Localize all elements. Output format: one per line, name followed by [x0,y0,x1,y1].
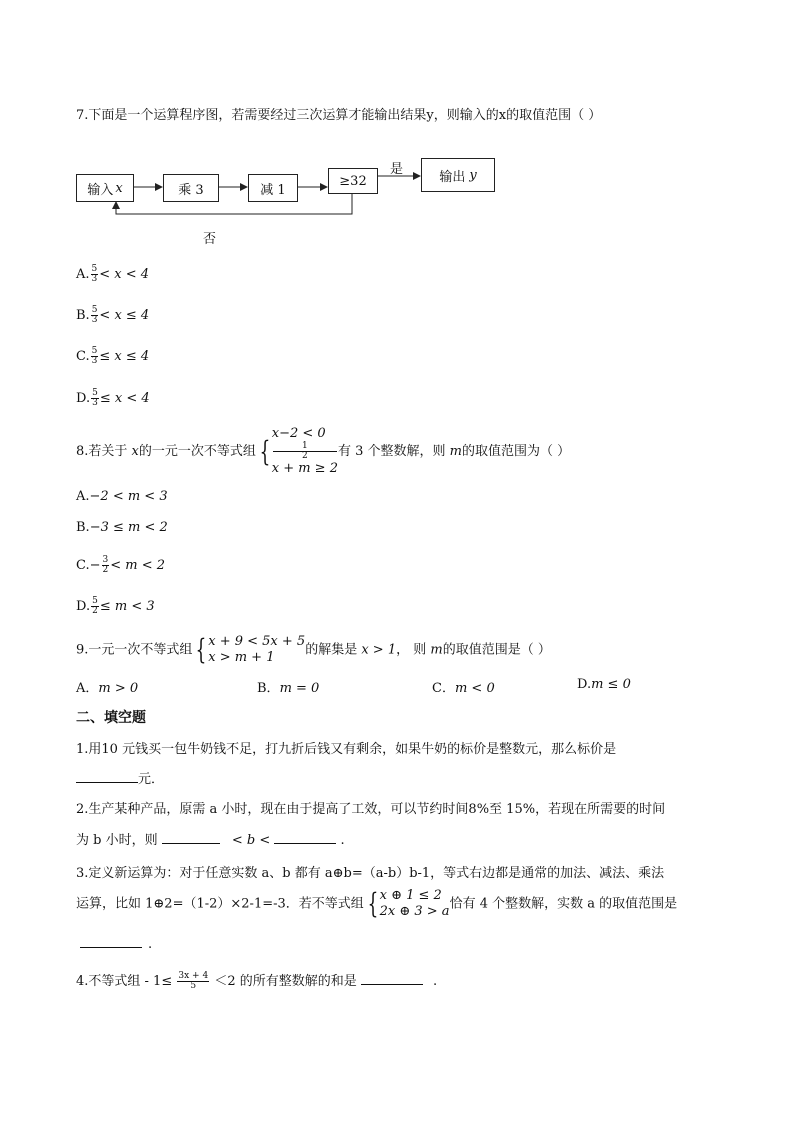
q9-option-c: C．m < 0 [432,681,495,696]
flow-output-label: 输出 [439,169,466,185]
f3-line1: 3.定义新运算为：对于任意实数 a、b 都有 a⊕b=（a-b）b-1，等式右边都是通常的加法、减法、乘法 [76,866,665,881]
section-title: 二、填空题 [76,710,146,726]
q9-stem: 9.一元一次不等式组 { x + 9 < 5x + 5 x > m + 1 的解集是 x > 1， 则 m的取值范围是（ ） [76,633,551,666]
fraction: $\frac{5}{3}$ [91,264,98,284]
inequality-system: x + 9 < 5x + 5 x > m + 1 [208,634,306,665]
f3-line2: 运算，比如 1⊕2=（1-2）×2-1=-3．若不等式组 { x ⊕ 1 ≤ 2 2x ⊕ 3 > a 恰有 4 个整数解，实数 a 的取值范围是 [76,887,678,920]
fraction: $\frac{5}{3}$ [91,305,98,325]
inequality-system: x−2 < 0 1 2 x + m ≥ 2 [271,426,338,476]
q8-option-a: A.−2 < m < 3 [76,489,168,504]
flow-input-var: x [115,180,123,196]
q8-option-d: D. $\frac{5}{2}$ ≤ m < 3 [76,596,155,616]
q7-option-b: B. $\frac{5}{3}$ < x ≤ 4 [76,305,150,325]
q8-option-b: B.−3 ≤ m < 2 [76,520,168,535]
flow-arrows [0,0,794,260]
answer-blank[interactable] [162,831,220,844]
arrow-loop-back [116,193,352,214]
answer-blank[interactable] [80,935,142,948]
answer-blank[interactable] [76,770,138,783]
flow-input-label: 输入 [87,182,114,198]
f1-line2: 元． [76,768,164,787]
flow-minus-label: 减 1 [260,182,286,198]
f2-line2: 为 b 小时，则 < b < . [76,833,345,848]
answer-blank[interactable] [361,972,423,985]
flow-yes-label: 是 [390,162,404,177]
flow-no-label: 否 [203,232,217,247]
q7-option-d: D. $\frac{5}{3}$ ≤ x < 4 [76,388,150,408]
q9-option-a: A．m > 0 [76,681,139,696]
q7-option-c: C. $\frac{5}{3}$ ≤ x ≤ 4 [76,346,150,366]
brace: { [259,434,271,468]
brace: { [367,887,379,920]
inequality-system: x ⊕ 1 ≤ 2 2x ⊕ 3 > a [379,888,450,919]
f1-line1: 1.用10 元钱买一包牛奶钱不足，打九折后钱又有剩余，如果牛奶的标价是整数元，那么标价是 [76,742,617,757]
f4-line: 4.不等式组 - 1≤ $\frac{3x + 4}{5}$ ＜2 的所有整数解的和是 . [76,971,438,991]
fraction: $\frac{3x + 4}{5}$ [178,971,209,991]
q9-option-d: D.m ≤ 0 [577,677,631,692]
flow-mult-label: 乘 3 [178,182,204,198]
q8-option-c: C.− $\frac{3}{2}$ < m < 2 [76,555,166,575]
answer-blank[interactable] [274,831,336,844]
flow-output-var: y [469,167,477,183]
brace: { [195,633,207,666]
q9-option-b: B．m = 0 [257,681,320,696]
fraction: $\frac{5}{3}$ [92,388,98,408]
f3-line3: . [80,935,152,952]
flow-cond-label: ≥32 [339,173,367,189]
q7-stem: 7.下面是一个运算程序图，若需要经过三次运算才能输出结果y，则输入的x的取值范围（ ） [76,108,602,123]
f2-line1: 2.生产某种产品，原需 a 小时，现在由于提高了工效，可以节约时间8%至 15%，若现在所需要的时间 [76,802,666,817]
q8-stem: 8.若关于 x的一元一次不等式组 { x−2 < 0 1 2 x + m ≥ 2 有 3 个整数解，则 m的取值范围为（ ） [76,426,571,476]
q7-option-a: A. $\frac{5}{3}$ < x < 4 [76,264,150,284]
fraction: $\frac{5}{3}$ [91,346,98,366]
